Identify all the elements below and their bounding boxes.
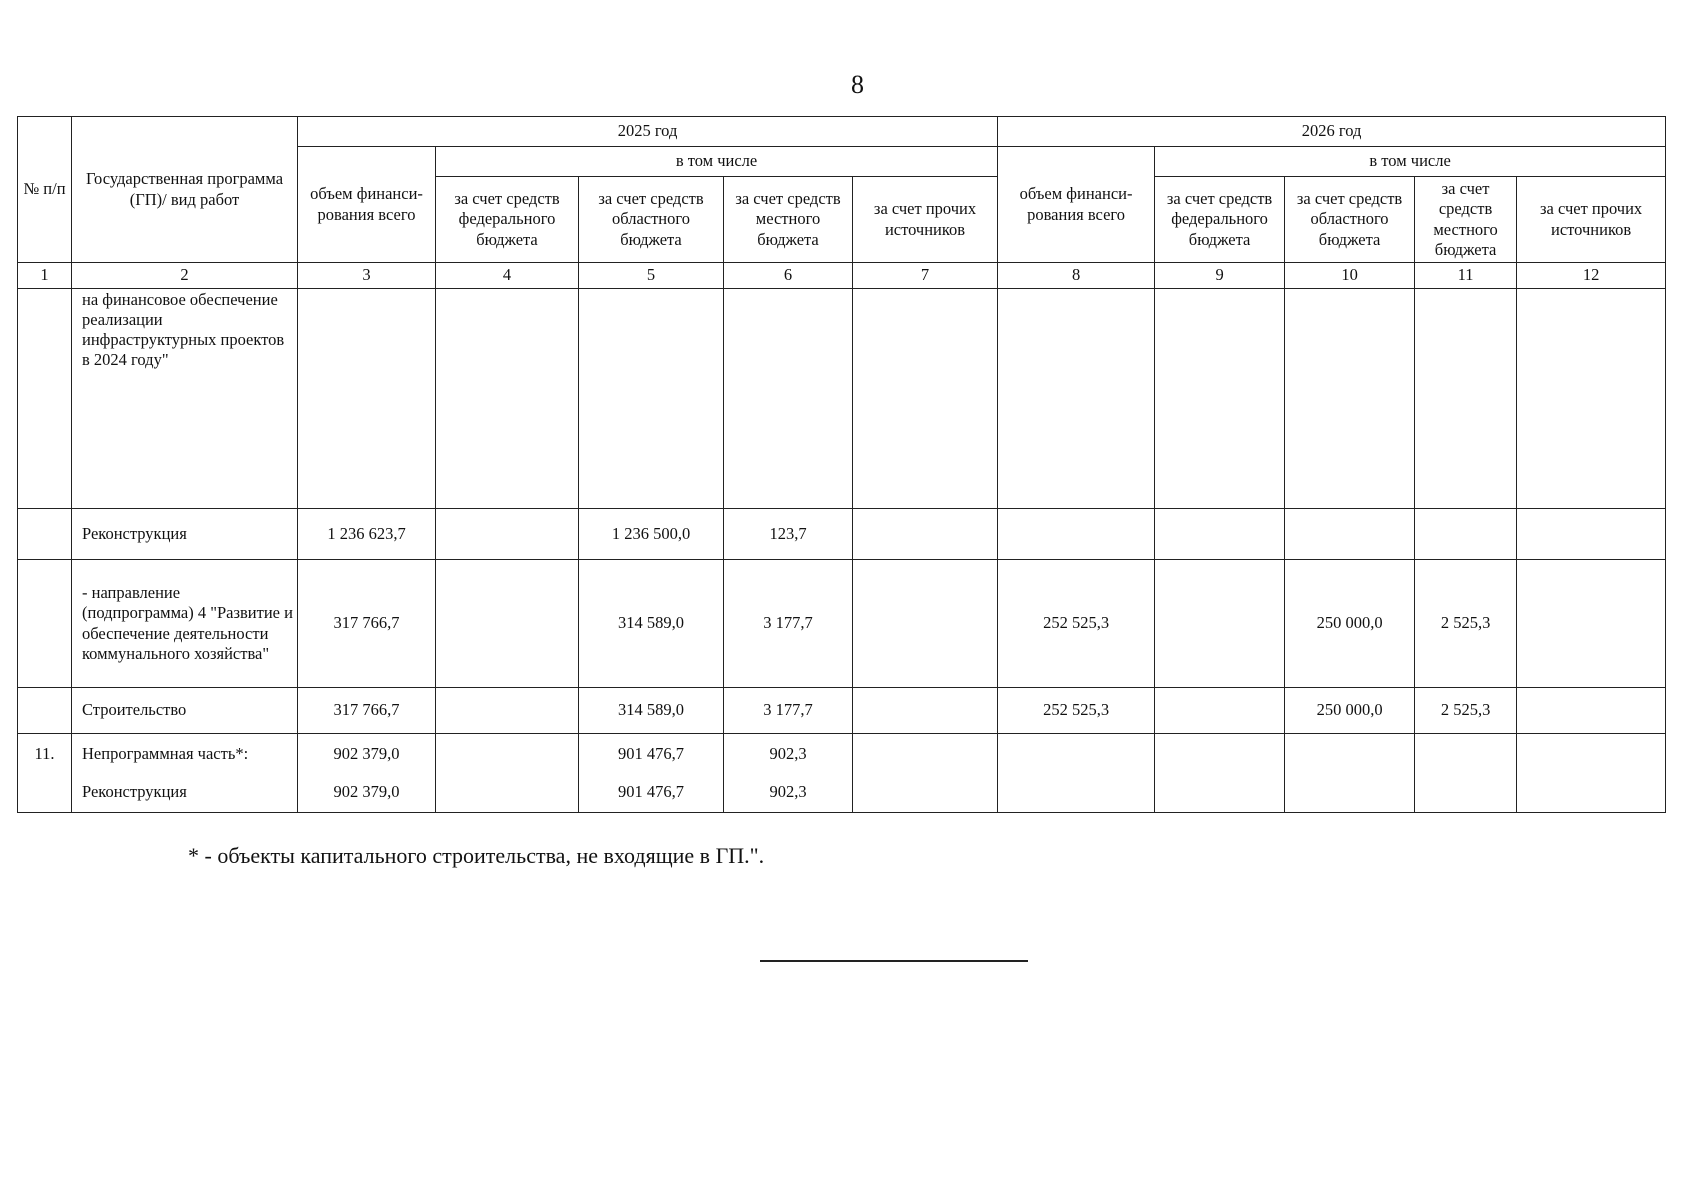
value-cell (1155, 289, 1285, 509)
header-2025-other: за счет прочих источников (853, 177, 998, 263)
value-cell (724, 289, 853, 509)
value-cell (1517, 734, 1666, 813)
value-cell: 1 236 500,0 (579, 509, 724, 560)
value-cell: 250 000,0 (1285, 560, 1415, 688)
column-number: 1 (18, 263, 72, 289)
value-cell (1517, 289, 1666, 509)
column-number: 5 (579, 263, 724, 289)
page-number: 8 (851, 70, 864, 99)
value-cell (1517, 560, 1666, 688)
header-2026-other: за счет прочих источников (1517, 177, 1666, 263)
column-number: 9 (1155, 263, 1285, 289)
value-cell (436, 509, 579, 560)
value-cell (1155, 734, 1285, 813)
row-name: Строительство (72, 688, 298, 734)
value-primary: 902,3 (769, 744, 807, 763)
table-row (18, 560, 1666, 688)
column-number: 10 (1285, 263, 1415, 289)
column-number: 2 (72, 263, 298, 289)
value-primary: 901 476,7 (618, 744, 684, 763)
section-11-row (18, 734, 1666, 813)
value-secondary: 902,3 (769, 781, 807, 801)
value-cell: 252 525,3 (998, 560, 1155, 688)
header-2026-total: объем финанси-рования всего (998, 147, 1155, 263)
header-2025-total: объем финанси-рования всего (298, 147, 436, 263)
value-cell (579, 289, 724, 509)
column-number: 7 (853, 263, 998, 289)
row-name-secondary: Реконструкция (82, 781, 187, 801)
value-cell: 250 000,0 (1285, 688, 1415, 734)
value-cell (436, 688, 579, 734)
value-cell (436, 289, 579, 509)
value-cell (1285, 734, 1415, 813)
column-number: 4 (436, 263, 579, 289)
value-cell (436, 560, 579, 688)
value-cell: 314 589,0 (579, 560, 724, 688)
value-cell (853, 560, 998, 688)
header-program: Государственная программа (ГП)/ вид работ (72, 117, 298, 263)
value-cell (1285, 289, 1415, 509)
value-cell: 1 236 623,7 (298, 509, 436, 560)
value-cell (998, 509, 1155, 560)
value-cell: 3 177,7 (724, 560, 853, 688)
value-cell (1155, 688, 1285, 734)
value-cell (1415, 734, 1517, 813)
row-number: 11. (18, 734, 72, 813)
row-name-primary: Непрограммная часть*: (82, 744, 249, 763)
end-divider-line (760, 960, 1028, 962)
value-secondary: 902 379,0 (333, 781, 400, 801)
row-number (18, 289, 72, 509)
value-cell: 2 525,3 (1415, 560, 1517, 688)
value-cell (998, 734, 1155, 813)
column-number: 11 (1415, 263, 1517, 289)
row-name: - направление (подпрограмма) 4 "Развитие и обеспечение деятельности коммунального хозяйства" (72, 560, 298, 688)
column-number-row (18, 263, 1666, 289)
value-cell (853, 289, 998, 509)
value-cell (853, 509, 998, 560)
column-number: 6 (724, 263, 853, 289)
column-number: 3 (298, 263, 436, 289)
header-2026-including: в том числе (1155, 147, 1666, 177)
value-cell (1155, 509, 1285, 560)
row-name: на финансовое обеспечение реализации инфраструктурных проектов в 2024 году" (72, 289, 298, 509)
value-secondary: 901 476,7 (618, 781, 684, 801)
header-no: № п/п (18, 117, 72, 263)
value-cell (853, 688, 998, 734)
value-cell (1415, 509, 1517, 560)
header-2025-federal: за счет средств федерального бюджета (436, 177, 579, 263)
header-year-2025: 2025 год (298, 117, 998, 147)
row-name: Реконструкция (72, 509, 298, 560)
header-2025-including: в том числе (436, 147, 998, 177)
header-2026-federal: за счет средств федерального бюджета (1155, 177, 1285, 263)
value-cell (1415, 289, 1517, 509)
value-cell (1155, 560, 1285, 688)
value-cell: 317 766,7 (298, 560, 436, 688)
value-cell (579, 734, 724, 813)
value-primary: 902 379,0 (333, 744, 400, 763)
value-cell (298, 289, 436, 509)
column-number: 8 (998, 263, 1155, 289)
value-cell: 317 766,7 (298, 688, 436, 734)
value-cell (853, 734, 998, 813)
value-cell (1285, 509, 1415, 560)
row-number (18, 560, 72, 688)
column-number: 12 (1517, 263, 1666, 289)
header-2025-local: за счет средств местного бюджета (724, 177, 853, 263)
row-name (72, 734, 298, 813)
header-2025-regional: за счет средств областного бюджета (579, 177, 724, 263)
row-number (18, 509, 72, 560)
header-2026-local: за счет средств местного бюджета (1415, 177, 1517, 263)
header-year-2026: 2026 год (998, 117, 1666, 147)
table-row (18, 509, 1666, 560)
value-cell (436, 734, 579, 813)
value-cell (724, 734, 853, 813)
footnote: * - объекты капитального строительства, не входящие в ГП.". (188, 843, 765, 868)
value-cell: 123,7 (724, 509, 853, 560)
value-cell (1517, 509, 1666, 560)
financing-table (17, 116, 1666, 813)
table-header (18, 117, 1666, 289)
table-row (18, 289, 1666, 509)
value-cell: 252 525,3 (998, 688, 1155, 734)
value-cell: 2 525,3 (1415, 688, 1517, 734)
row-number (18, 688, 72, 734)
value-cell (1517, 688, 1666, 734)
header-2026-regional: за счет средств областного бюджета (1285, 177, 1415, 263)
value-cell (998, 289, 1155, 509)
value-cell: 314 589,0 (579, 688, 724, 734)
table-row (18, 688, 1666, 734)
value-cell: 3 177,7 (724, 688, 853, 734)
value-cell (298, 734, 436, 813)
